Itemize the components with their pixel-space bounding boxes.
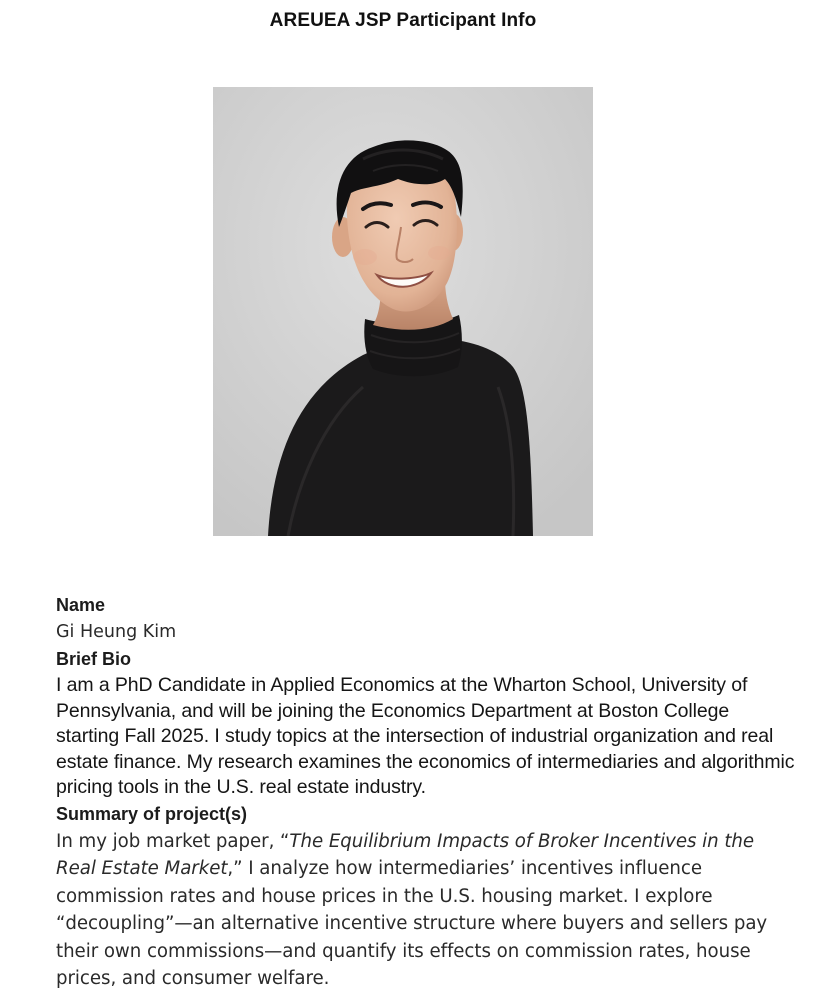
bio-text: I am a PhD Candidate in Applied Economics at the Wharton School, University of Pennsylvania, and will be joining the Economics Department at Boston College starting Fall 2025. I study topics at the intersection of industrial organization and real estate finance. My research examines the economics of intermediaries and algorithmic pricing tools in the U.S. real estate industry. <box>56 674 795 798</box>
summary-intro: In my job market paper, “ <box>56 830 290 852</box>
summary-text <box>56 828 796 994</box>
name-value: Gi Heung Kim <box>56 622 177 642</box>
portrait-photo <box>213 87 593 536</box>
summary-label: Summary of project(s) <box>56 803 248 824</box>
name-label: Name <box>56 595 106 615</box>
paper-title: The Equilibrium Impacts of Broker Incentives in the Real Estate Market <box>56 830 755 880</box>
portrait-illustration <box>213 87 593 536</box>
document-title: AREUEA JSP Participant Info <box>269 10 537 31</box>
participant-info <box>56 592 796 993</box>
summary-rest: ,” I analyze how intermediaries’ incentives influence commission rates and house prices in the U.S. housing market. I explore “decoupling”—an alternative incentive structure where buyers and sellers pay their own commissions—and quantify its effects on commission rates, house prices, and consumer welfare. <box>56 858 768 990</box>
bio-label: Brief Bio <box>56 649 132 669</box>
